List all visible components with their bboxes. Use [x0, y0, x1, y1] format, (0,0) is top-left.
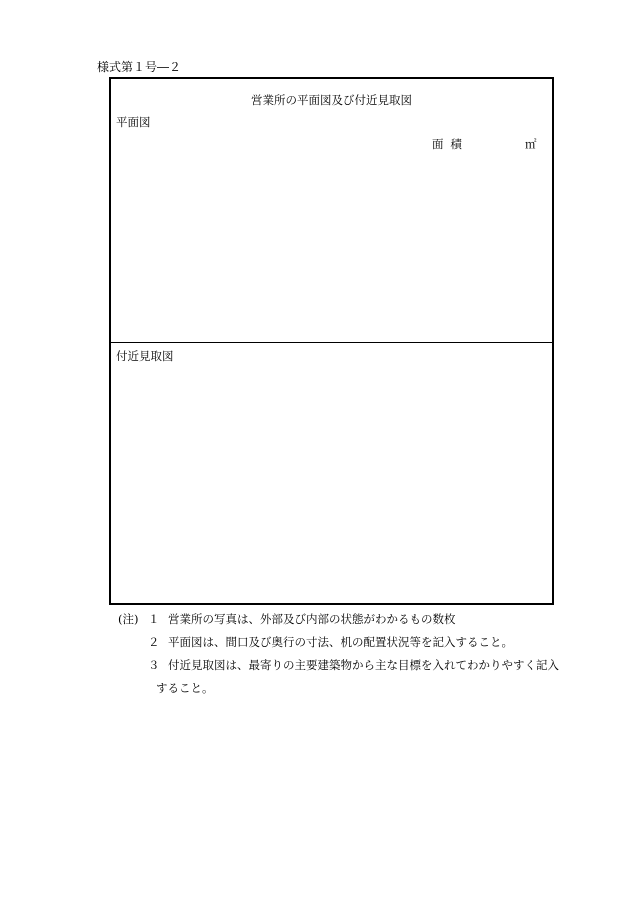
note-item — [118, 658, 568, 681]
section-divider — [111, 342, 552, 343]
note-item — [118, 612, 568, 635]
floor-plan-label: 平面図 — [116, 115, 151, 129]
note-number: １ — [148, 612, 160, 626]
note-continuation — [118, 681, 568, 704]
note-number: ２ — [148, 635, 160, 649]
note-continuation-text: すること。 — [156, 681, 214, 695]
vicinity-map-label: 付近見取図 — [116, 349, 174, 363]
note-text: 付近見取図は、最寄りの主要建築物から主な目標を入れてわかりやすく記入 — [168, 658, 559, 672]
note-number: ３ — [148, 658, 160, 672]
notes-section — [118, 612, 568, 704]
area-label: 面積 — [432, 137, 469, 151]
notes-prefix: (注) — [118, 612, 139, 626]
form-frame — [109, 77, 554, 605]
note-text: 平面図は、間口及び奥行の寸法、机の配置状況等を記入すること。 — [168, 635, 513, 649]
form-number: 様式第１号―２ — [97, 60, 182, 74]
document-title: 営業所の平面図及び付近見取図 — [251, 93, 412, 107]
note-item — [118, 635, 568, 658]
note-text: 営業所の写真は、外部及び内部の状態がわかるもの数枚 — [168, 612, 456, 626]
area-unit: ㎡ — [525, 137, 537, 151]
